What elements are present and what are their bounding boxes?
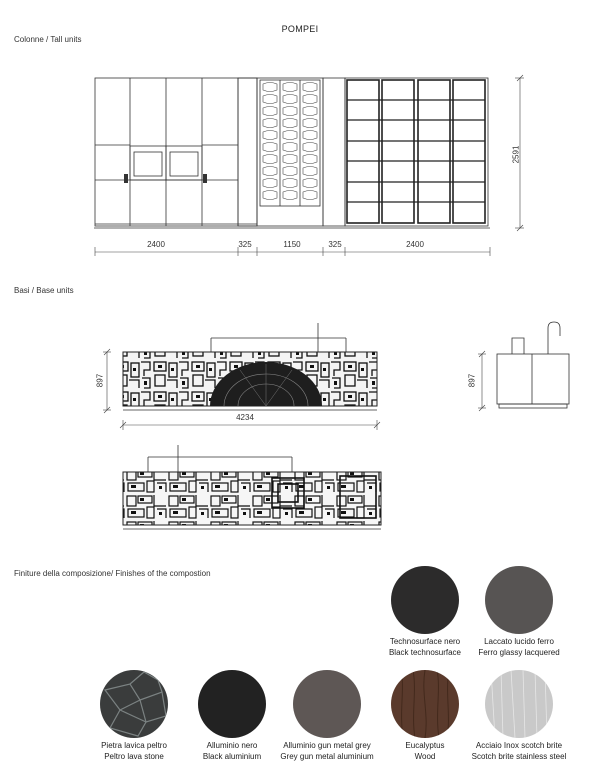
finish-swatch-pietra-lavica xyxy=(100,670,168,738)
finish-name-it: Pietra lavica peltro xyxy=(101,741,167,750)
finish-name-en: Peltro lava stone xyxy=(104,752,164,761)
finish-swatch-gun-metal xyxy=(293,670,361,738)
finish-name-it: Laccato lucido ferro xyxy=(484,637,554,646)
finish-swatch-laccato-ferro xyxy=(485,566,553,634)
finishes-heading: Finiture della composizione/ Finishes of the compostion xyxy=(14,569,211,578)
finish-swatch-technosurface-nero xyxy=(391,566,459,634)
finish-name-en: Ferro glassy lacquered xyxy=(478,648,560,657)
finish-name-it: Alluminio gun metal grey xyxy=(283,741,371,750)
page-title: POMPEI xyxy=(281,24,319,34)
finish-name-it: Alluminio nero xyxy=(206,741,258,750)
finish-name-it: Technosurface nero xyxy=(389,637,461,646)
finish-name-en: Grey gun metal aluminium xyxy=(280,752,374,761)
base-height-dim-left: 897 xyxy=(95,373,105,388)
finish-name-en: Black aluminium xyxy=(202,752,262,761)
base-width-dim: 4234 xyxy=(236,413,254,422)
tall-width-dim-4: 325 xyxy=(328,240,342,249)
finish-swatch-eucalyptus xyxy=(391,670,459,738)
finish-label-laccato-ferro xyxy=(454,636,584,658)
finish-name-it: Acciaio Inox scotch brite xyxy=(475,741,563,750)
base-units-heading: Basi / Base units xyxy=(14,286,74,295)
tall-width-dim-1: 2400 xyxy=(147,240,165,249)
finish-name-en: Wood xyxy=(414,752,436,761)
finish-swatch-acciaio-inox xyxy=(485,670,553,738)
tall-width-dim-2: 325 xyxy=(238,240,252,249)
base-height-dim-right: 897 xyxy=(467,373,477,388)
finish-name-it: Eucalyptus xyxy=(405,741,445,750)
tall-width-dim-3: 1150 xyxy=(283,240,301,249)
tall-height-dim: 2591 xyxy=(511,145,521,164)
tall-width-dim-5: 2400 xyxy=(406,240,424,249)
finish-label-acciaio-inox xyxy=(454,740,584,762)
finish-name-en: Scotch brite stainless steel xyxy=(471,752,567,761)
finish-swatch-alluminio-nero xyxy=(198,670,266,738)
finish-name-en: Black technosurface xyxy=(388,648,462,657)
tall-units-heading: Colonne / Tall units xyxy=(14,35,82,44)
